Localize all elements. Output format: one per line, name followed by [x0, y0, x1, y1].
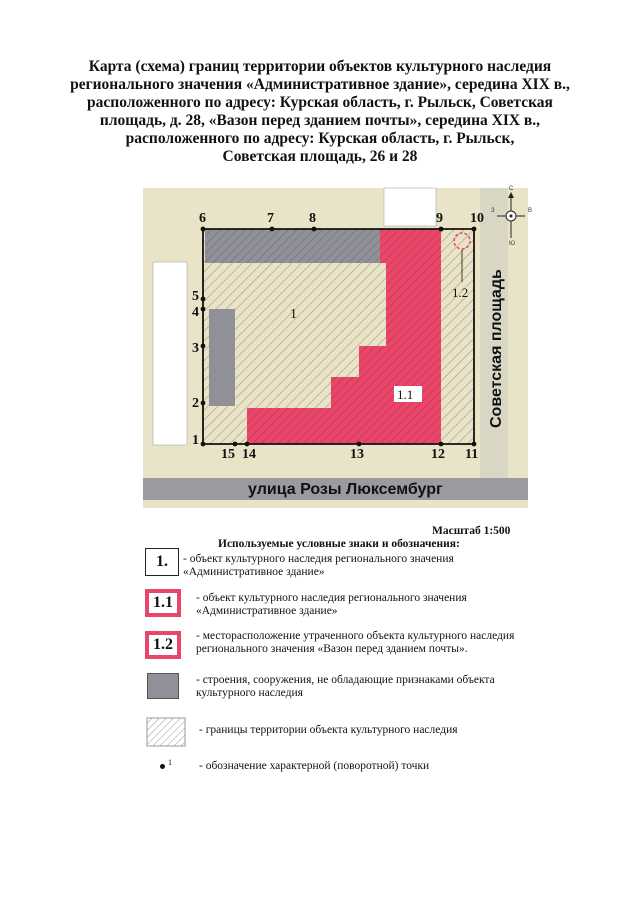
point-4-dot [201, 307, 206, 312]
point-11-label: 11 [465, 447, 479, 462]
title-line-1: Карта (схема) границ территории объектов культурного наследия [88, 58, 552, 75]
zone-1-2-label: 1.2 [452, 285, 469, 300]
point-1-dot [201, 442, 206, 447]
legend-swatch-object-1-2-label: 1.2 [153, 636, 173, 653]
title-line-3: расположенного по адресу: Курская область, г. Рыльск, Советская [87, 94, 553, 111]
title-line-5: расположенного по адресу: Курская область, г. Рыльск, [125, 130, 515, 147]
point-4-label: 4 [192, 305, 199, 320]
zone-1-1-label: 1.1 [397, 387, 414, 402]
point-10-dot [472, 227, 477, 232]
point-12-dot [439, 442, 444, 447]
point-9-dot [439, 227, 444, 232]
point-8-label: 8 [309, 211, 316, 226]
point-2-label: 2 [192, 396, 199, 411]
legend-text-territory: - границы территории объекта культурного наследия [199, 724, 458, 736]
point-14-label: 14 [242, 447, 256, 462]
point-15-dot [233, 442, 238, 447]
point-13-label: 13 [350, 447, 364, 462]
legend-swatch-object-1-1 [145, 589, 181, 617]
legend-swatch-buildings [147, 673, 179, 699]
point-13-dot [357, 442, 362, 447]
point-3-label: 3 [192, 341, 199, 356]
point-5-label: 5 [192, 289, 199, 304]
legend-swatch-territory [146, 717, 186, 747]
legend-text-buildings: - строения, сооружения, не обладающие признаками объекта культурного наследия [196, 674, 495, 699]
legend-swatch-object-1 [145, 548, 179, 576]
street-label-right: Советская площадь [488, 269, 505, 428]
point-6-dot [201, 227, 206, 232]
compass-east: В [528, 208, 533, 214]
building-top [205, 229, 380, 263]
legend-swatch-object-1-1-label: 1.1 [153, 594, 173, 611]
point-11-dot [472, 442, 477, 447]
compass-north: С [509, 186, 514, 192]
point-5-dot [201, 297, 206, 302]
scale-label: Масштаб 1:500 [432, 525, 511, 537]
point-12-label: 12 [431, 447, 445, 462]
legend-text-point: - обозначение характерной (поворотной) точки [199, 760, 430, 772]
building-outside-left [153, 262, 187, 445]
legend-text-object-1: - объект культурного наследия регионального значения «Административное здание» [183, 553, 454, 578]
point-7-dot [270, 227, 275, 232]
legend-swatch-point-label: 1 [168, 758, 172, 767]
point-3-dot [201, 344, 206, 349]
title-line-6: Советская площадь, 26 и 28 [222, 148, 418, 165]
legend-swatch-object-1-label: 1. [156, 553, 168, 570]
point-15-label: 15 [221, 447, 235, 462]
legend-heading: Используемые условные знаки и обозначения: [218, 538, 460, 550]
legend-swatch-object-1-2 [145, 631, 181, 659]
point-2-dot [201, 401, 206, 406]
building-left [209, 309, 235, 406]
point-14-dot [245, 442, 250, 447]
building-outside-top [384, 188, 436, 226]
legend-swatch-point [160, 764, 165, 769]
title-line-2: регионального значения «Административное здание», середина XIX в., [70, 76, 570, 93]
point-8-dot [312, 227, 317, 232]
zone-1-label: 1 [290, 307, 297, 322]
point-1-label: 1 [192, 433, 199, 448]
legend-text-object-1-2: - месторасположение утраченного объекта культурного наследия регионального значения «Вазон перед зданием почты». [196, 630, 515, 655]
point-9-label: 9 [436, 211, 443, 226]
legend-text-object-1-1: - объект культурного наследия регионального значения «Административное здание» [196, 592, 467, 617]
compass-south: Ю [509, 241, 516, 247]
point-7-label: 7 [267, 211, 274, 226]
street-label-bottom: улица Розы Люксембург [248, 481, 443, 498]
point-10-label: 10 [470, 211, 484, 226]
title-line-4: площадь, д. 28, «Вазон перед зданием почты», середина XIX в., [99, 112, 541, 129]
compass-west: З [491, 208, 495, 214]
point-6-label: 6 [199, 211, 206, 226]
